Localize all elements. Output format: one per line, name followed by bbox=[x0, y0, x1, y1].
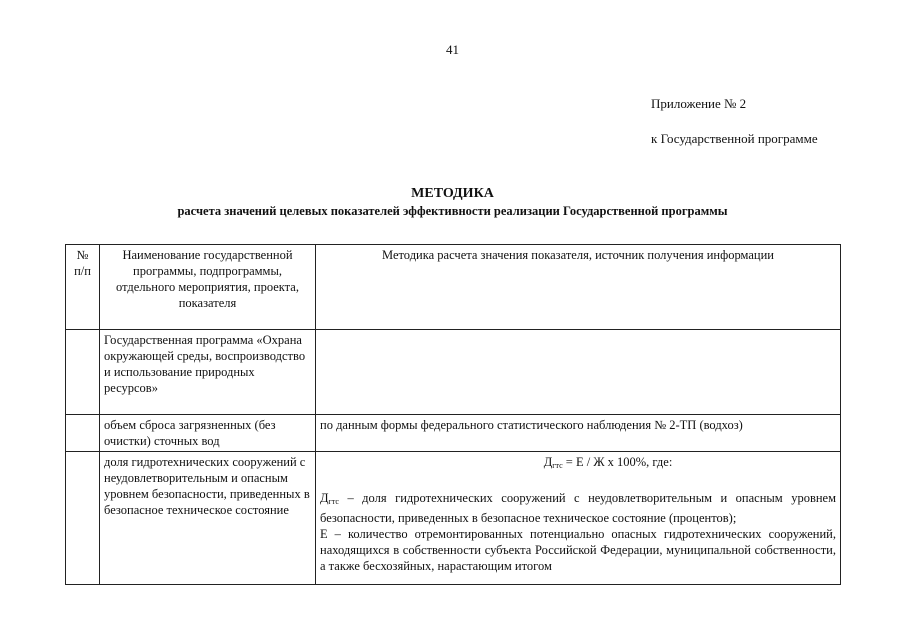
row-number bbox=[66, 415, 100, 452]
row-number bbox=[66, 330, 100, 415]
table-row bbox=[66, 452, 841, 585]
definition-e: Е – количество отремонтированных потенциально опасных гидротехнических сооружений, находящихся в собственности субъекта Российской Федерации, муниципальной собственности, а также бесхозяйных, нарастающим итогом bbox=[320, 527, 836, 573]
appendix-subtitle: к Государственной программе bbox=[651, 131, 818, 146]
formula bbox=[380, 454, 836, 474]
row-name: объем сброса загрязненных (без очистки) сточных вод bbox=[100, 415, 316, 452]
definition-d-symbol: Д bbox=[320, 491, 329, 505]
table-row bbox=[66, 330, 841, 415]
table-row bbox=[66, 415, 841, 452]
table-header-row bbox=[66, 245, 841, 330]
page-number: 41 bbox=[446, 42, 459, 57]
row-method bbox=[316, 330, 841, 415]
row-name: Государственная программа «Охрана окружающей среды, воспроизводство и использование природных ресурсов» bbox=[100, 330, 316, 415]
definition-d-text: – доля гидротехнических сооружений с неудовлетворительным и опасным уровнем безопасности, приведенных в безопасное техническое состояние (процентов); bbox=[320, 491, 836, 525]
row-method: по данным формы федерального статистического наблюдения № 2-ТП (водхоз) bbox=[316, 415, 841, 452]
row-method bbox=[316, 452, 841, 585]
definition-d-subscript: гтс bbox=[328, 497, 339, 506]
document-title: МЕТОДИКА bbox=[411, 186, 494, 201]
formula-subscript: гтс bbox=[552, 461, 563, 470]
formula-rest: = Е / Ж х 100%, где: bbox=[562, 455, 673, 469]
indicators-table bbox=[65, 244, 841, 585]
document-subtitle: расчета значений целевых показателей эффективности реализации Государственной программы bbox=[177, 204, 728, 218]
header-name: Наименование государственной программы, подпрограммы, отдельного мероприятия, проекта, показателя bbox=[100, 245, 316, 330]
definition-d bbox=[320, 490, 836, 526]
row-name: доля гидротехнических сооружений с неудовлетворительным и опасным уровнем безопасности, приведенных в безопасное техническое состояние bbox=[100, 452, 316, 585]
header-number: № п/п bbox=[66, 245, 100, 330]
row-number bbox=[66, 452, 100, 585]
formula-symbol: Д bbox=[543, 455, 553, 469]
header-method: Методика расчета значения показателя, источник получения информации bbox=[316, 245, 841, 330]
appendix-label: Приложение № 2 bbox=[651, 96, 747, 111]
